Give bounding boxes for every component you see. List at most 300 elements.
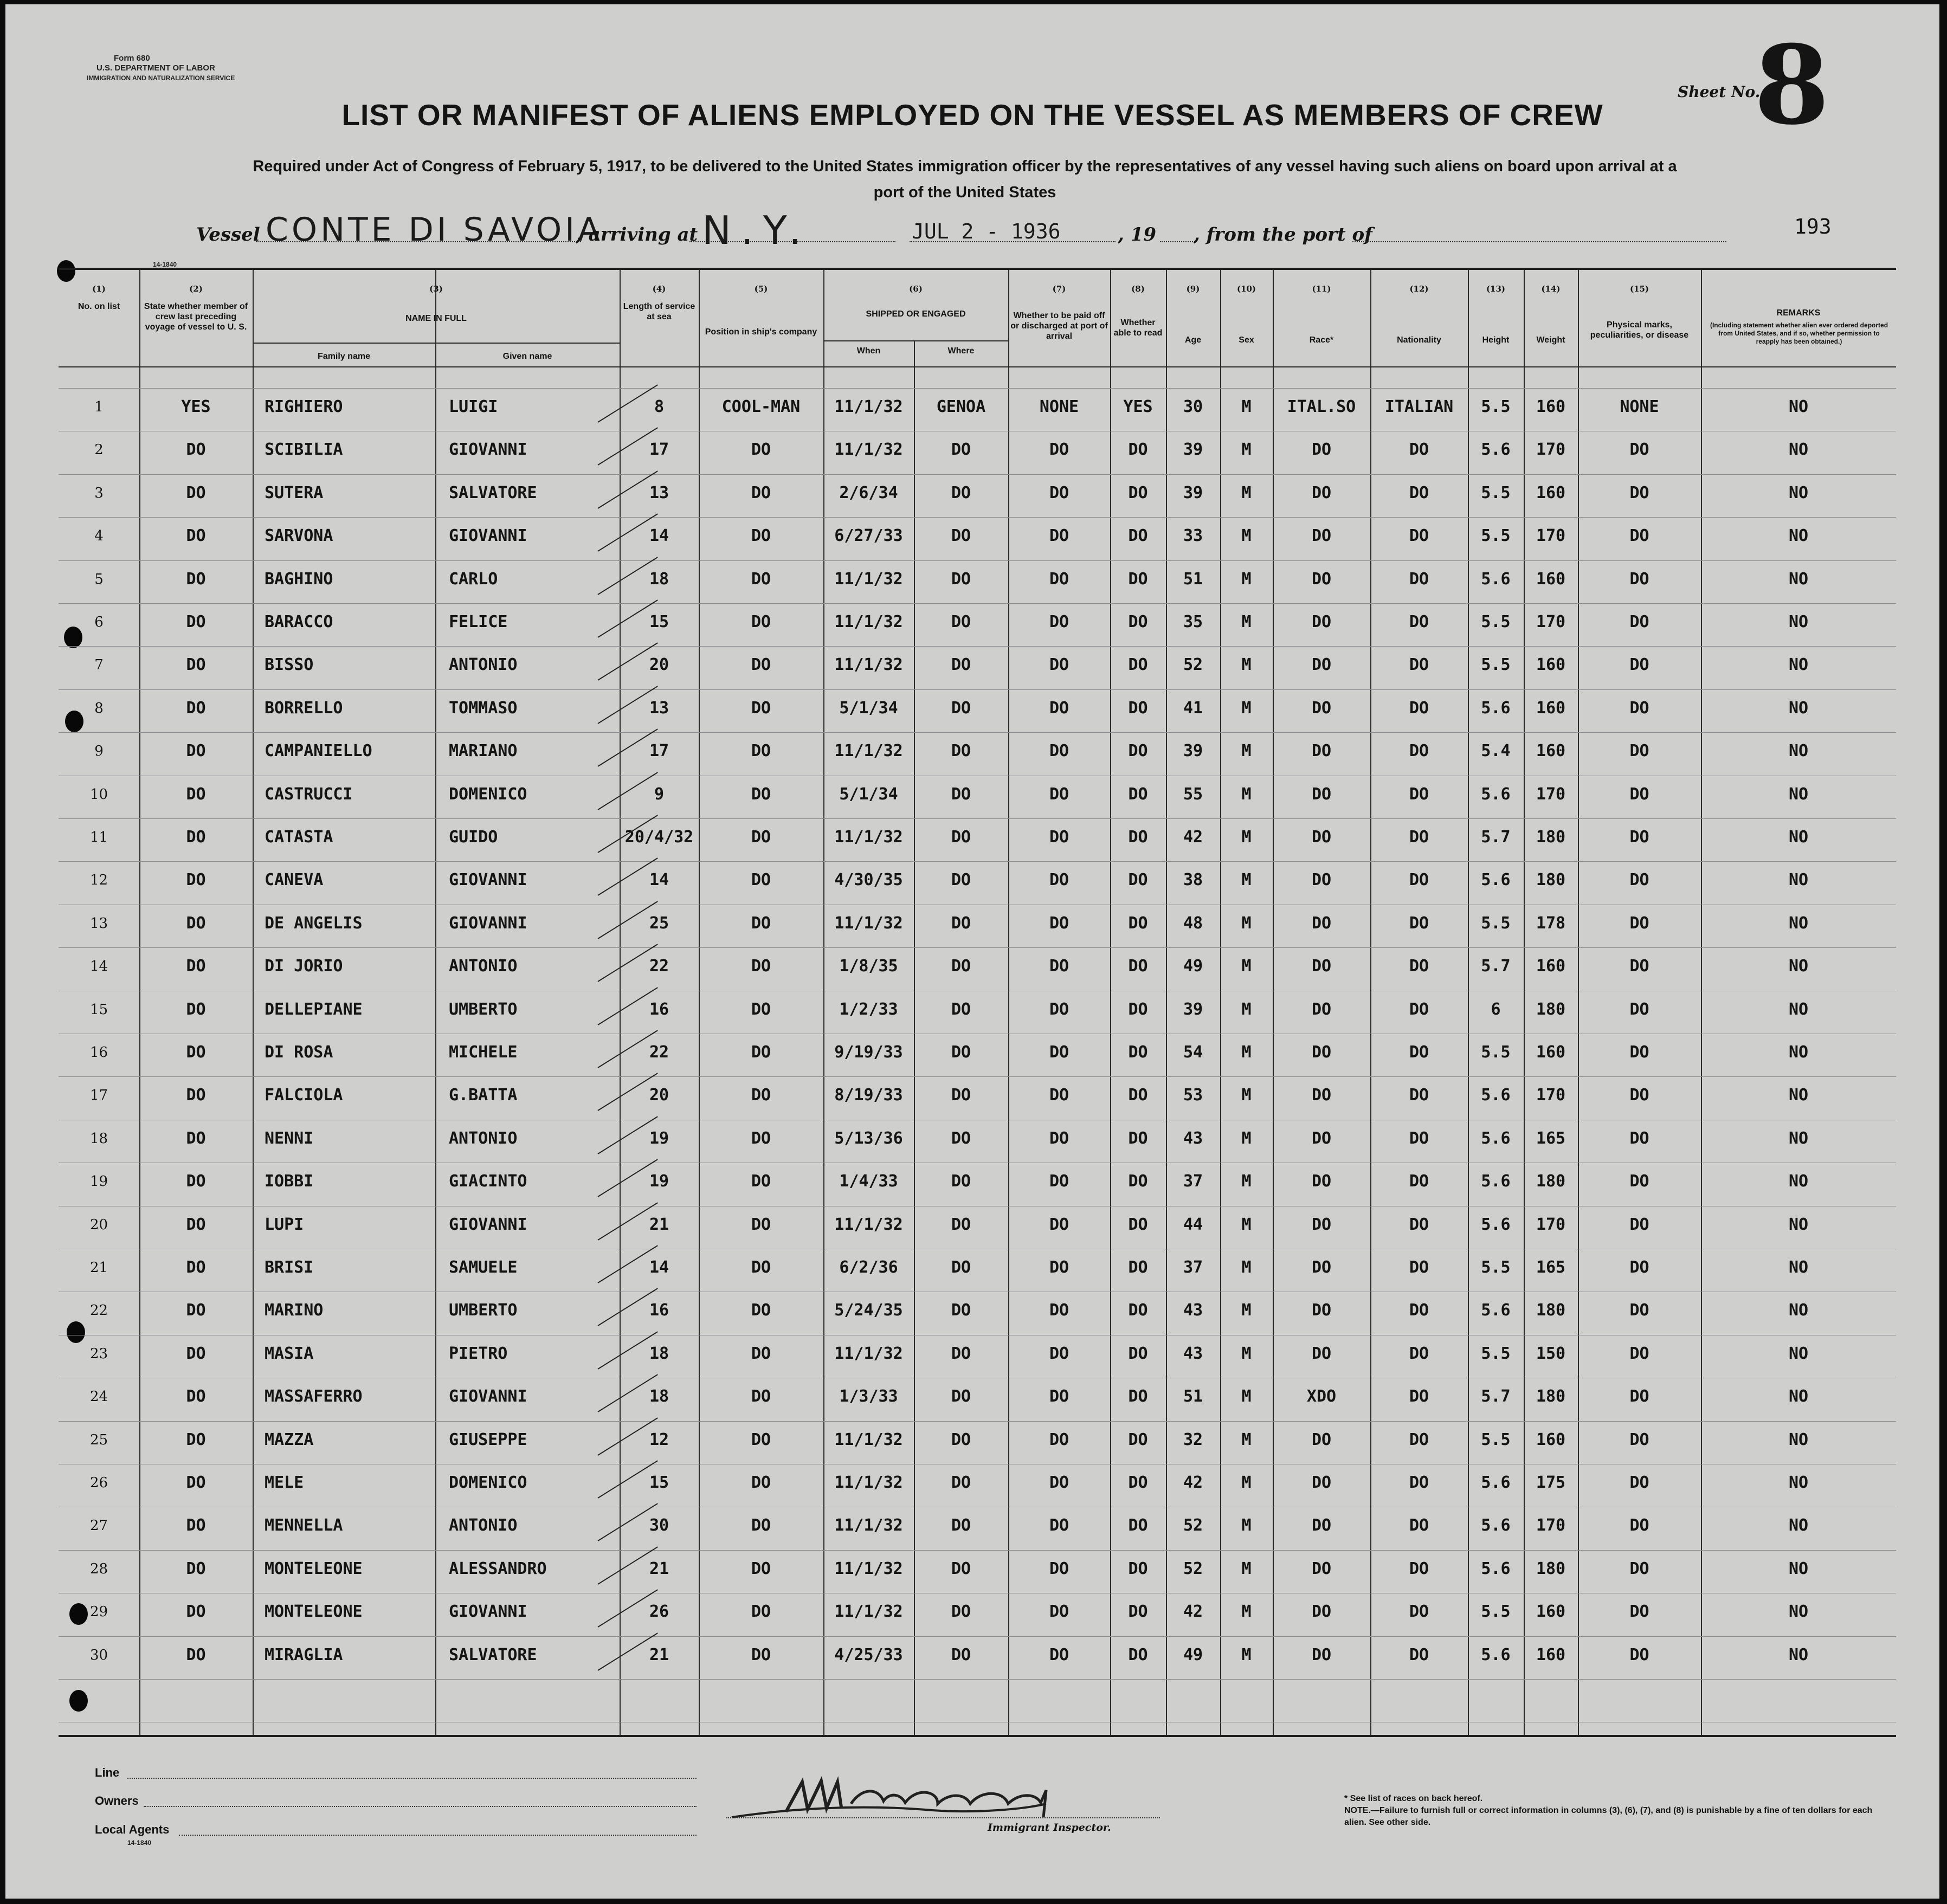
height-cell: 5.7: [1481, 957, 1511, 976]
previous-voyage-cell: DO: [186, 785, 206, 804]
sex-cell: M: [1241, 828, 1252, 847]
physical-marks-cell: DO: [1629, 1387, 1649, 1406]
previous-voyage-cell: DO: [186, 526, 206, 545]
nationality-cell: DO: [1409, 1215, 1429, 1234]
row-number: 26: [89, 1475, 108, 1491]
able-to-read-cell: DO: [1128, 785, 1148, 804]
shipped-when-cell: 1/2/33: [839, 1000, 898, 1019]
family-name-cell: DI ROSA: [265, 1043, 333, 1062]
page-title: LIST OR MANIFEST OF ALIENS EMPLOYED ON THE VESSEL AS MEMBERS OF CREW: [341, 98, 1603, 132]
header-where: Where: [947, 346, 975, 356]
able-to-read-cell: DO: [1128, 1301, 1148, 1320]
shipped-where-cell: DO: [951, 1301, 971, 1320]
header-when: When: [856, 346, 881, 356]
paid-off-cell: DO: [1049, 1516, 1069, 1535]
row-number: 13: [89, 915, 108, 932]
previous-voyage-cell: DO: [186, 1473, 206, 1492]
family-name-cell: MENNELLA: [265, 1516, 343, 1535]
previous-voyage-cell: DO: [186, 1516, 206, 1535]
shipped-when-cell: 11/1/32: [834, 1473, 903, 1492]
height-cell: 5.5: [1481, 612, 1511, 631]
remarks-cell: NO: [1788, 1301, 1809, 1320]
form-number: Form 680: [114, 54, 150, 63]
position-cell: DO: [751, 699, 771, 718]
age-cell: 53: [1183, 1086, 1203, 1105]
weight-cell: 175: [1536, 1473, 1566, 1492]
service-length-cell: 19: [649, 1129, 669, 1148]
given-name-cell: TOMMASO: [449, 699, 518, 718]
nationality-cell: DO: [1409, 1602, 1429, 1621]
shipped-when-cell: 4/30/35: [834, 870, 903, 889]
shipped-when-cell: 5/13/36: [834, 1129, 903, 1148]
row-number: 15: [89, 1002, 108, 1018]
shipped-where-cell: DO: [951, 1430, 971, 1449]
shipped-when-cell: 5/1/34: [839, 785, 898, 804]
sex-cell: M: [1241, 1645, 1252, 1664]
shipped-when-cell: 11/1/32: [834, 612, 903, 631]
subtitle-line: port of the United States: [873, 184, 1056, 201]
row-number: 7: [94, 657, 104, 673]
paid-off-cell: DO: [1049, 570, 1069, 589]
department-name: U.S. DEPARTMENT OF LABOR: [96, 63, 215, 73]
age-cell: 35: [1183, 612, 1203, 631]
age-cell: 49: [1183, 957, 1203, 976]
nationality-cell: DO: [1409, 655, 1429, 674]
nationality-cell: DO: [1409, 870, 1429, 889]
physical-marks-cell: DO: [1629, 526, 1649, 545]
service-length-cell: 18: [649, 570, 669, 589]
physical-marks-cell: DO: [1629, 870, 1649, 889]
given-name-cell: GIOVANNI: [449, 1387, 527, 1406]
given-name-cell: GIOVANNI: [449, 440, 527, 459]
service-length-cell: 20: [649, 1086, 669, 1105]
family-name-cell: IOBBI: [265, 1172, 314, 1191]
age-cell: 37: [1183, 1258, 1203, 1277]
family-name-cell: RIGHIERO: [265, 397, 343, 416]
sex-cell: M: [1241, 1430, 1252, 1449]
previous-voyage-cell: DO: [186, 1559, 206, 1578]
nationality-cell: ITALIAN: [1384, 397, 1454, 416]
service-length-cell: 20: [649, 655, 669, 674]
age-cell: 55: [1183, 785, 1203, 804]
physical-marks-cell: NONE: [1620, 397, 1659, 416]
paid-off-cell: DO: [1049, 1215, 1069, 1234]
position-cell: DO: [751, 1430, 771, 1449]
service-length-cell: 8: [654, 397, 665, 416]
previous-voyage-cell: DO: [186, 1301, 206, 1320]
paid-off-cell: DO: [1049, 1086, 1069, 1105]
race-cell: DO: [1311, 1000, 1332, 1019]
weight-cell: 160: [1536, 483, 1566, 502]
race-cell: DO: [1311, 1301, 1332, 1320]
physical-marks-cell: DO: [1629, 570, 1649, 589]
race-cell: DO: [1311, 483, 1332, 502]
nationality-cell: DO: [1409, 1430, 1429, 1449]
family-name-cell: LUPI: [265, 1215, 304, 1234]
position-cell: DO: [751, 483, 771, 502]
service-length-cell: 14: [649, 1258, 669, 1277]
previous-voyage-cell: DO: [186, 1645, 206, 1664]
age-cell: 51: [1183, 1387, 1203, 1406]
physical-marks-cell: DO: [1629, 957, 1649, 976]
physical-marks-cell: DO: [1629, 699, 1649, 718]
family-name-cell: NENNI: [265, 1129, 314, 1148]
age-cell: 39: [1183, 483, 1203, 502]
shipped-when-cell: 11/1/32: [834, 440, 903, 459]
height-cell: 5.6: [1481, 1086, 1511, 1105]
sex-cell: M: [1241, 1473, 1252, 1492]
remarks-cell: NO: [1788, 612, 1809, 631]
given-name-cell: ANTONIO: [449, 1129, 518, 1148]
header-race: Race*: [1309, 335, 1334, 345]
shipped-where-cell: DO: [951, 1215, 971, 1234]
shipped-when-cell: 11/1/32: [834, 655, 903, 674]
able-to-read-cell: DO: [1128, 741, 1148, 760]
given-name-cell: ANTONIO: [449, 655, 518, 674]
family-name-cell: BORRELLO: [265, 699, 343, 718]
remarks-cell: NO: [1788, 1645, 1809, 1664]
nationality-cell: DO: [1409, 1559, 1429, 1578]
race-cell: DO: [1311, 828, 1332, 847]
vessel-label: Vessel: [196, 224, 260, 246]
given-name-cell: MICHELE: [449, 1043, 518, 1062]
service-length-cell: 19: [649, 1172, 669, 1191]
height-cell: 5.5: [1481, 483, 1511, 502]
height-cell: 5.6: [1481, 1516, 1511, 1535]
sex-cell: M: [1241, 526, 1252, 545]
family-name-cell: CANEVA: [265, 870, 324, 889]
remarks-cell: NO: [1788, 957, 1809, 976]
age-cell: 52: [1183, 1559, 1203, 1578]
able-to-read-cell: DO: [1128, 1172, 1148, 1191]
service-length-cell: 18: [649, 1387, 669, 1406]
shipped-where-cell: DO: [951, 612, 971, 631]
family-name-cell: DE ANGELIS: [265, 914, 363, 933]
weight-cell: 150: [1536, 1344, 1566, 1363]
from-port-label: , from the port of: [1194, 224, 1372, 246]
family-name-cell: SCIBILIA: [265, 440, 343, 459]
given-name-cell: GIOVANNI: [449, 1215, 527, 1234]
given-name-cell: GIACINTO: [449, 1172, 527, 1191]
remarks-cell: NO: [1788, 570, 1809, 589]
able-to-read-cell: DO: [1128, 1344, 1148, 1363]
height-cell: 5.6: [1481, 1559, 1511, 1578]
position-cell: DO: [751, 828, 771, 847]
column-number: (10): [1236, 284, 1256, 294]
shipped-when-cell: 11/1/32: [834, 1559, 903, 1578]
sex-cell: M: [1241, 570, 1252, 589]
able-to-read-cell: DO: [1128, 612, 1148, 631]
position-cell: DO: [751, 655, 771, 674]
sheet-label: Sheet No.: [1678, 83, 1761, 101]
physical-marks-cell: DO: [1629, 1000, 1649, 1019]
remarks-cell: NO: [1788, 526, 1809, 545]
previous-voyage-cell: DO: [186, 612, 206, 631]
shipped-where-cell: DO: [951, 828, 971, 847]
family-name-cell: CAMPANIELLO: [265, 741, 372, 760]
given-name-cell: PIETRO: [449, 1344, 508, 1363]
family-name-cell: MIRAGLIA: [265, 1645, 343, 1664]
family-name-cell: BAGHINO: [265, 570, 333, 589]
shipped-where-cell: DO: [951, 1344, 971, 1363]
shipped-where-cell: DO: [951, 957, 971, 976]
position-cell: DO: [751, 1516, 771, 1535]
row-number: 1: [94, 399, 104, 415]
family-name-cell: MAZZA: [265, 1430, 314, 1449]
paid-off-cell: DO: [1049, 741, 1069, 760]
sex-cell: M: [1241, 1172, 1252, 1191]
able-to-read-cell: YES: [1123, 397, 1153, 416]
shipped-when-cell: 11/1/32: [834, 1344, 903, 1363]
previous-voyage-cell: DO: [186, 741, 206, 760]
family-name-cell: DELLEPIANE: [265, 1000, 363, 1019]
paid-off-cell: DO: [1049, 785, 1069, 804]
paid-off-cell: DO: [1049, 1000, 1069, 1019]
shipped-when-cell: 9/19/33: [834, 1043, 903, 1062]
paid-off-cell: DO: [1049, 699, 1069, 718]
nationality-cell: DO: [1409, 828, 1429, 847]
shipped-where-cell: DO: [951, 1602, 971, 1621]
position-cell: DO: [751, 1000, 771, 1019]
remarks-cell: NO: [1788, 914, 1809, 933]
sheet-number: 8: [1754, 22, 1830, 149]
paid-off-cell: DO: [1049, 957, 1069, 976]
family-name-cell: BARACCO: [265, 612, 333, 631]
physical-marks-cell: DO: [1629, 1301, 1649, 1320]
weight-cell: 178: [1536, 914, 1566, 933]
able-to-read-cell: DO: [1128, 1516, 1148, 1535]
physical-marks-cell: DO: [1629, 1215, 1649, 1234]
race-cell: DO: [1311, 1086, 1332, 1105]
paid-off-cell: DO: [1049, 526, 1069, 545]
shipped-when-cell: 6/2/36: [839, 1258, 898, 1277]
given-name-cell: ANTONIO: [449, 957, 518, 976]
previous-voyage-cell: DO: [186, 699, 206, 718]
position-cell: DO: [751, 1215, 771, 1234]
previous-voyage-cell: DO: [186, 828, 206, 847]
row-number: 21: [89, 1260, 108, 1276]
weight-cell: 180: [1536, 1559, 1566, 1578]
paid-off-cell: DO: [1049, 828, 1069, 847]
nationality-cell: DO: [1409, 1645, 1429, 1664]
weight-cell: 180: [1536, 1387, 1566, 1406]
able-to-read-cell: DO: [1128, 1000, 1148, 1019]
physical-marks-cell: DO: [1629, 1172, 1649, 1191]
row-number: 19: [89, 1173, 108, 1190]
remarks-cell: NO: [1788, 1559, 1809, 1578]
height-cell: 5.6: [1481, 570, 1511, 589]
nationality-cell: DO: [1409, 699, 1429, 718]
weight-cell: 180: [1536, 1301, 1566, 1320]
shipped-where-cell: DO: [951, 1043, 971, 1062]
header-no-on-list: No. on list: [78, 302, 120, 311]
nationality-cell: DO: [1409, 570, 1429, 589]
paid-off-cell: DO: [1049, 1473, 1069, 1492]
service-name: IMMIGRATION AND NATURALIZATION SERVICE: [87, 74, 235, 82]
height-cell: 6: [1491, 1000, 1501, 1019]
header-able-to-read: Whether able to read: [1113, 318, 1163, 338]
height-cell: 5.7: [1481, 1387, 1511, 1406]
service-length-cell: 16: [649, 1000, 669, 1019]
shipped-where-cell: DO: [951, 526, 971, 545]
column-number: (3): [429, 284, 443, 294]
able-to-read-cell: DO: [1128, 1086, 1148, 1105]
column-number: (12): [1409, 284, 1429, 294]
shipped-where-cell: DO: [951, 570, 971, 589]
able-to-read-cell: DO: [1128, 483, 1148, 502]
header-physical-marks: Physical marks, peculiarities, or disease: [1590, 320, 1689, 340]
physical-marks-cell: DO: [1629, 1559, 1649, 1578]
shipped-where-cell: DO: [951, 785, 971, 804]
race-cell: DO: [1311, 1129, 1332, 1148]
nationality-cell: DO: [1409, 914, 1429, 933]
paid-off-cell: DO: [1049, 914, 1069, 933]
shipped-where-cell: DO: [951, 440, 971, 459]
height-cell: 5.5: [1481, 1344, 1511, 1363]
able-to-read-cell: DO: [1128, 828, 1148, 847]
remarks-cell: NO: [1788, 397, 1809, 416]
able-to-read-cell: DO: [1128, 1602, 1148, 1621]
nationality-cell: DO: [1409, 1129, 1429, 1148]
nationality-cell: DO: [1409, 1172, 1429, 1191]
age-cell: 52: [1183, 1516, 1203, 1535]
weight-cell: 170: [1536, 440, 1566, 459]
able-to-read-cell: DO: [1128, 440, 1148, 459]
shipped-where-cell: DO: [951, 655, 971, 674]
age-cell: 32: [1183, 1430, 1203, 1449]
shipped-when-cell: 5/1/34: [839, 699, 898, 718]
family-name-cell: CASTRUCCI: [265, 785, 353, 804]
shipped-when-cell: 11/1/32: [834, 741, 903, 760]
shipped-where-cell: DO: [951, 1129, 971, 1148]
column-number: (8): [1131, 284, 1145, 294]
physical-marks-cell: DO: [1629, 1602, 1649, 1621]
age-cell: 30: [1183, 397, 1203, 416]
service-length-cell: 25: [649, 914, 669, 933]
physical-marks-cell: DO: [1629, 1645, 1649, 1664]
row-number: 20: [89, 1217, 108, 1233]
remarks-cell: NO: [1788, 1473, 1809, 1492]
paid-off-cell: DO: [1049, 612, 1069, 631]
family-name-cell: CATASTA: [265, 828, 333, 847]
remarks-cell: NO: [1788, 828, 1809, 847]
column-number: (6): [909, 284, 923, 294]
shipped-where-cell: DO: [951, 1473, 971, 1492]
shipped-when-cell: 2/6/34: [839, 483, 898, 502]
family-name-cell: MARINO: [265, 1301, 324, 1320]
age-cell: 42: [1183, 1473, 1203, 1492]
remarks-cell: NO: [1788, 1430, 1809, 1449]
nationality-cell: DO: [1409, 526, 1429, 545]
position-cell: DO: [751, 612, 771, 631]
remarks-cell: NO: [1788, 785, 1809, 804]
position-cell: DO: [751, 785, 771, 804]
shipped-when-cell: 1/3/33: [839, 1387, 898, 1406]
race-cell: DO: [1311, 1473, 1332, 1492]
weight-cell: 180: [1536, 870, 1566, 889]
able-to-read-cell: DO: [1128, 655, 1148, 674]
row-number: 16: [89, 1044, 108, 1061]
position-cell: DO: [751, 1387, 771, 1406]
vessel-line: [5, 208, 1939, 253]
nationality-cell: DO: [1409, 1344, 1429, 1363]
able-to-read-cell: DO: [1128, 1043, 1148, 1062]
subtitle-line: Required under Act of Congress of February 5, 1917, to be delivered to the United States immigration officer by the representatives of any vessel having such aliens on board upon arrival at a: [253, 158, 1677, 175]
shipped-where-cell: DO: [951, 483, 971, 502]
family-name-cell: DI JORIO: [265, 957, 343, 976]
sex-cell: M: [1241, 397, 1252, 416]
previous-voyage-cell: DO: [186, 440, 206, 459]
position-cell: DO: [751, 1559, 771, 1578]
remarks-cell: NO: [1788, 1172, 1809, 1191]
shipped-when-cell: 4/25/33: [834, 1645, 903, 1664]
row-number: 24: [89, 1389, 108, 1405]
able-to-read-cell: DO: [1128, 1129, 1148, 1148]
remarks-cell: NO: [1788, 1344, 1809, 1363]
header-height: Height: [1482, 335, 1510, 345]
physical-marks-cell: DO: [1629, 1430, 1649, 1449]
header-sex: Sex: [1239, 335, 1254, 345]
previous-voyage-cell: DO: [186, 1602, 206, 1621]
weight-cell: 160: [1536, 397, 1566, 416]
previous-voyage-cell: YES: [181, 397, 211, 416]
race-cell: DO: [1311, 1344, 1332, 1363]
position-cell: DO: [751, 1602, 771, 1621]
physical-marks-cell: DO: [1629, 612, 1649, 631]
able-to-read-cell: DO: [1128, 526, 1148, 545]
shipped-when-cell: 11/1/32: [834, 914, 903, 933]
paid-off-cell: DO: [1049, 1172, 1069, 1191]
paid-off-cell: DO: [1049, 1344, 1069, 1363]
nationality-cell: DO: [1409, 1086, 1429, 1105]
weight-cell: 180: [1536, 1172, 1566, 1191]
row-number: 28: [89, 1561, 108, 1577]
row-number: 29: [89, 1604, 108, 1620]
physical-marks-cell: DO: [1629, 1516, 1649, 1535]
row-number: 6: [94, 614, 104, 630]
height-cell: 5.6: [1481, 440, 1511, 459]
family-name-cell: FALCIOLA: [265, 1086, 343, 1105]
nationality-cell: DO: [1409, 1043, 1429, 1062]
previous-voyage-cell: DO: [186, 1387, 206, 1406]
line-label: Line: [95, 1766, 120, 1779]
position-cell: DO: [751, 526, 771, 545]
header-shipped-engaged: SHIPPED OR ENGAGED: [866, 309, 966, 319]
sex-cell: M: [1241, 1086, 1252, 1105]
service-length-cell: 21: [649, 1559, 669, 1578]
sex-cell: M: [1241, 1602, 1252, 1621]
shipped-where-cell: GENOA: [936, 397, 986, 416]
row-number: 4: [94, 528, 104, 544]
service-length-cell: 26: [649, 1602, 669, 1621]
remarks-cell: NO: [1788, 1516, 1809, 1535]
column-number: (11): [1312, 284, 1331, 294]
race-cell: DO: [1311, 870, 1332, 889]
nationality-cell: DO: [1409, 957, 1429, 976]
physical-marks-cell: DO: [1629, 741, 1649, 760]
header-given-name: Given name: [502, 352, 552, 361]
shipped-when-cell: 11/1/32: [834, 570, 903, 589]
given-name-cell: G.BATTA: [449, 1086, 518, 1105]
race-cell: DO: [1311, 570, 1332, 589]
family-name-cell: SARVONA: [265, 526, 333, 545]
previous-voyage-cell: DO: [186, 655, 206, 674]
weight-cell: 170: [1536, 785, 1566, 804]
position-cell: DO: [751, 1301, 771, 1320]
given-name-cell: GIUSEPPE: [449, 1430, 527, 1449]
row-number: 9: [94, 743, 104, 759]
service-length-cell: 17: [649, 440, 669, 459]
